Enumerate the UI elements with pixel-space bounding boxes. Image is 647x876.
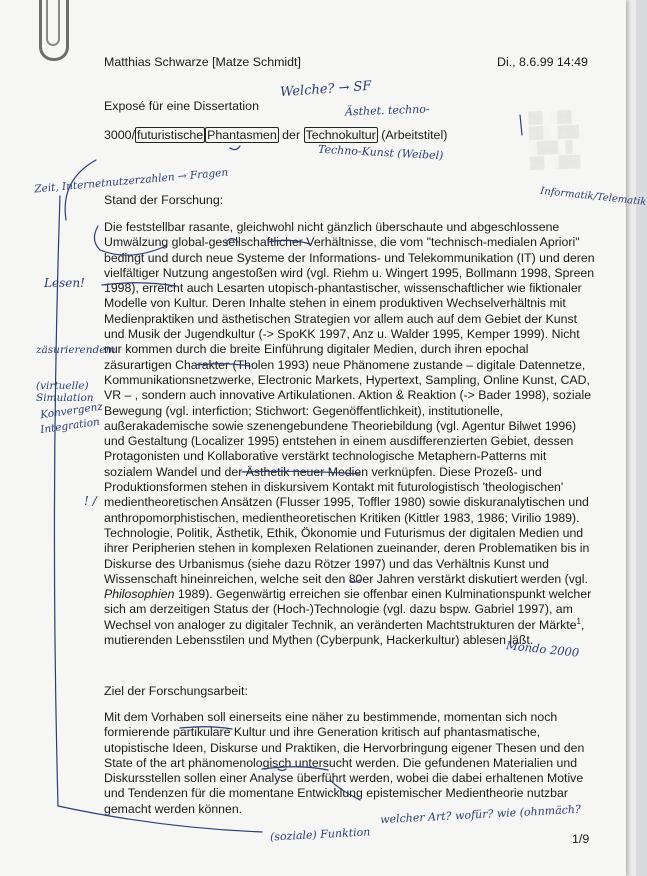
handwritten-note-informatik: Informatik/Telematik xyxy=(539,185,647,208)
footnote-marker: 1 xyxy=(576,616,581,626)
handwritten-note-zeit: Zeit, Internetnutzerzahlen → Fragen xyxy=(33,166,229,196)
handwritten-note-zaesur: zäsurierendem xyxy=(36,344,116,356)
section-heading-stand: Stand der Forschung: xyxy=(104,193,224,207)
document-date: Di., 8.6.99 14:49 xyxy=(497,55,588,69)
paragraph-3: Mit dem Vorhaben soll einerseits eine näher zu bestimmende, momentan sich noch formierende partikulare Kultur und ihre Generation kritisch auf phantasmatische, utopistische Ideen, Diskurse und Praktiken, die Hervorbringung eigener Thesen und den State of the art phänomenologisch untersucht werden. Die gefundenen Materialien und Diskursstellen sollen einer Analyse überführt werden, wobei die dabei erhaltenen Motive und Tendenzen für die momentane Entwicklung epistemischer Medientheorie nutzbar gemacht werden können. xyxy=(104,710,585,816)
title-word-futuristische: futuristische xyxy=(137,128,204,142)
handwritten-note-konvergenz: Konvergenz xyxy=(39,400,104,422)
title-word-phantasmen: Phantasmen xyxy=(207,128,277,142)
bleed-through-text: ▓▓ ░▓▓ ▓▓░ ▓▓▓ ░▓▓▓ ▓ ▓▓ ░▓▓▓ xyxy=(528,109,581,171)
title-mid: der xyxy=(278,128,304,142)
section-heading-ziel: Ziel der Forschungsarbeit: xyxy=(104,684,248,698)
title-prefix: 3000/ xyxy=(104,128,136,142)
section-body-ziel xyxy=(104,710,596,817)
paragraph-2 xyxy=(104,526,598,648)
handwritten-note-welche-sf: Welche? → SF xyxy=(279,78,372,101)
title-word-technokultur: Technokultur xyxy=(305,128,376,142)
handwritten-note-lesen: Lesen! xyxy=(44,276,85,290)
paperclip-icon xyxy=(39,0,69,61)
title-suffix: (Arbeitstitel) xyxy=(377,128,448,142)
paragraph-2-text-a: Technologie, Politik, Ästhetik, Ethik, Ökonomie und Futurismus der digitalen Medien und ihrer Peripherien stehen in komplexen Relationen zueinander, deren Problematiken bis in Diskurse des Urbanismus (siehe dazu Rötzer 1997) und das Verhältnis Kunst und Wissenschaft hineinreichen, welche seit den 80er Jahren verstärkt diskutiert werden (vgl. xyxy=(104,525,590,586)
author-name: Matthias Schwarze [Matze Schmidt] xyxy=(104,55,301,69)
handwritten-note-integration: Integration xyxy=(39,415,101,437)
paragraph-2-text-c: , mutierenden Lebensstilen und Mythen (Cyberpunk, Hackerkultur) ablesen läßt. xyxy=(104,617,585,648)
paragraph-2-italic: Philosophien xyxy=(104,587,175,602)
document-type: Exposé für eine Dissertation xyxy=(104,99,259,113)
page-number: 1/9 xyxy=(572,832,590,846)
handwritten-note-bottom-question: welcher Art? wofür? wie (ohnmäch? xyxy=(379,802,582,827)
handwritten-note-excl: ! / xyxy=(84,494,97,508)
handwritten-note-soziale-funktion: (soziale) Funktion xyxy=(269,825,371,844)
paragraph-1: Die feststellbar rasante, gleichwohl nicht gänzlich überschaute und abgeschlossene Umwälzung global-gesellschaftlicher Verhältnisse, die vom "technisch-medialen Apriori" bedingt und durch neue Systeme der Informations- und Telekommunikation (IT) und deren vielfältiger Nutzung angestoßen wird (vgl. Riehm u. Wingert 1995, Bollmann 1998, Spreen 1998), erreicht auch Lesarten utopisch-phantastischer, wissenschaftlicher wie fiktionaler Modelle von Kultur. Deren Inhalte stehen in einem produktiven Wechselverhältnis mit Medienpraktiken und ästhetischen Strategien vor allem auch auf dem Gebiet der Kunst und Musik der Jugendkultur (-> SpoKK 1997, Anz u. Walder 1995, Kemper 1999). Nicht nur kommen durch die breite Einführung digitaler Medien, durch ihren epochal zäsurartigen Charakter (Tholen 1993) neue Phänomene zustande – digitale Datennetze, Kommunikationsnetzwerke, Electronic Markets, Hypertext, Sampling, Online Kunst, CAD, VR – , sondern auch innovative Artikulationen. Aktion & Reaktion (-> Bader 1998), soziale Bewegung (vgl. interfiction; Stichwort: Gegenöffentlichkeit), institutionelle, außerakademische sowie szenengebundene Theoriebildung (vgl. Agentur Bilwet 1996) und Gestaltung (Localizer 1995) entstehen in einem ausdifferenzierten Gebiet, dessen Protagonisten und Kollaborative verstärkt technologische Metaphern-Patterns mit sozialem Wandel und der Ästhetik neuer Medien verknüpfen. Diese Prozeß- und Produktionsformen stehen in diskursivem Kontakt mit futurologistisch 'theologischen' medientheoretischen Ansätzen (Flusser 1995, Toffler 1980) sowie diskuranalytischen und anthropomorphistischen, medientheoretischen Kritiken (Kittler 1983, 1986; Virilio 1989). xyxy=(104,220,595,525)
handwritten-note-techno-kunst: Techno-Kunst (Weibel) xyxy=(317,142,444,163)
handwritten-note-aesthetic: Ästhet. techno- xyxy=(344,102,430,119)
working-title xyxy=(104,128,447,142)
handwritten-note-virtuelle: (virtuelle) Simulation xyxy=(36,380,94,404)
section-body-stand xyxy=(104,220,598,648)
paragraph-2-text-b: 1989). Gegenwärtig erreichen sie offenbar einen Kulminationspunkt welcher sich am derzeitigen Status der (Hoch-)Technologie (vgl. dazu bspw. Gabriel 1997), am Wechsel von analoger zu digitaler Technik, an veränderten Machtstrukturen der Märkte xyxy=(104,587,592,632)
handwritten-note-mondo: Mondo 2000 xyxy=(505,638,580,660)
